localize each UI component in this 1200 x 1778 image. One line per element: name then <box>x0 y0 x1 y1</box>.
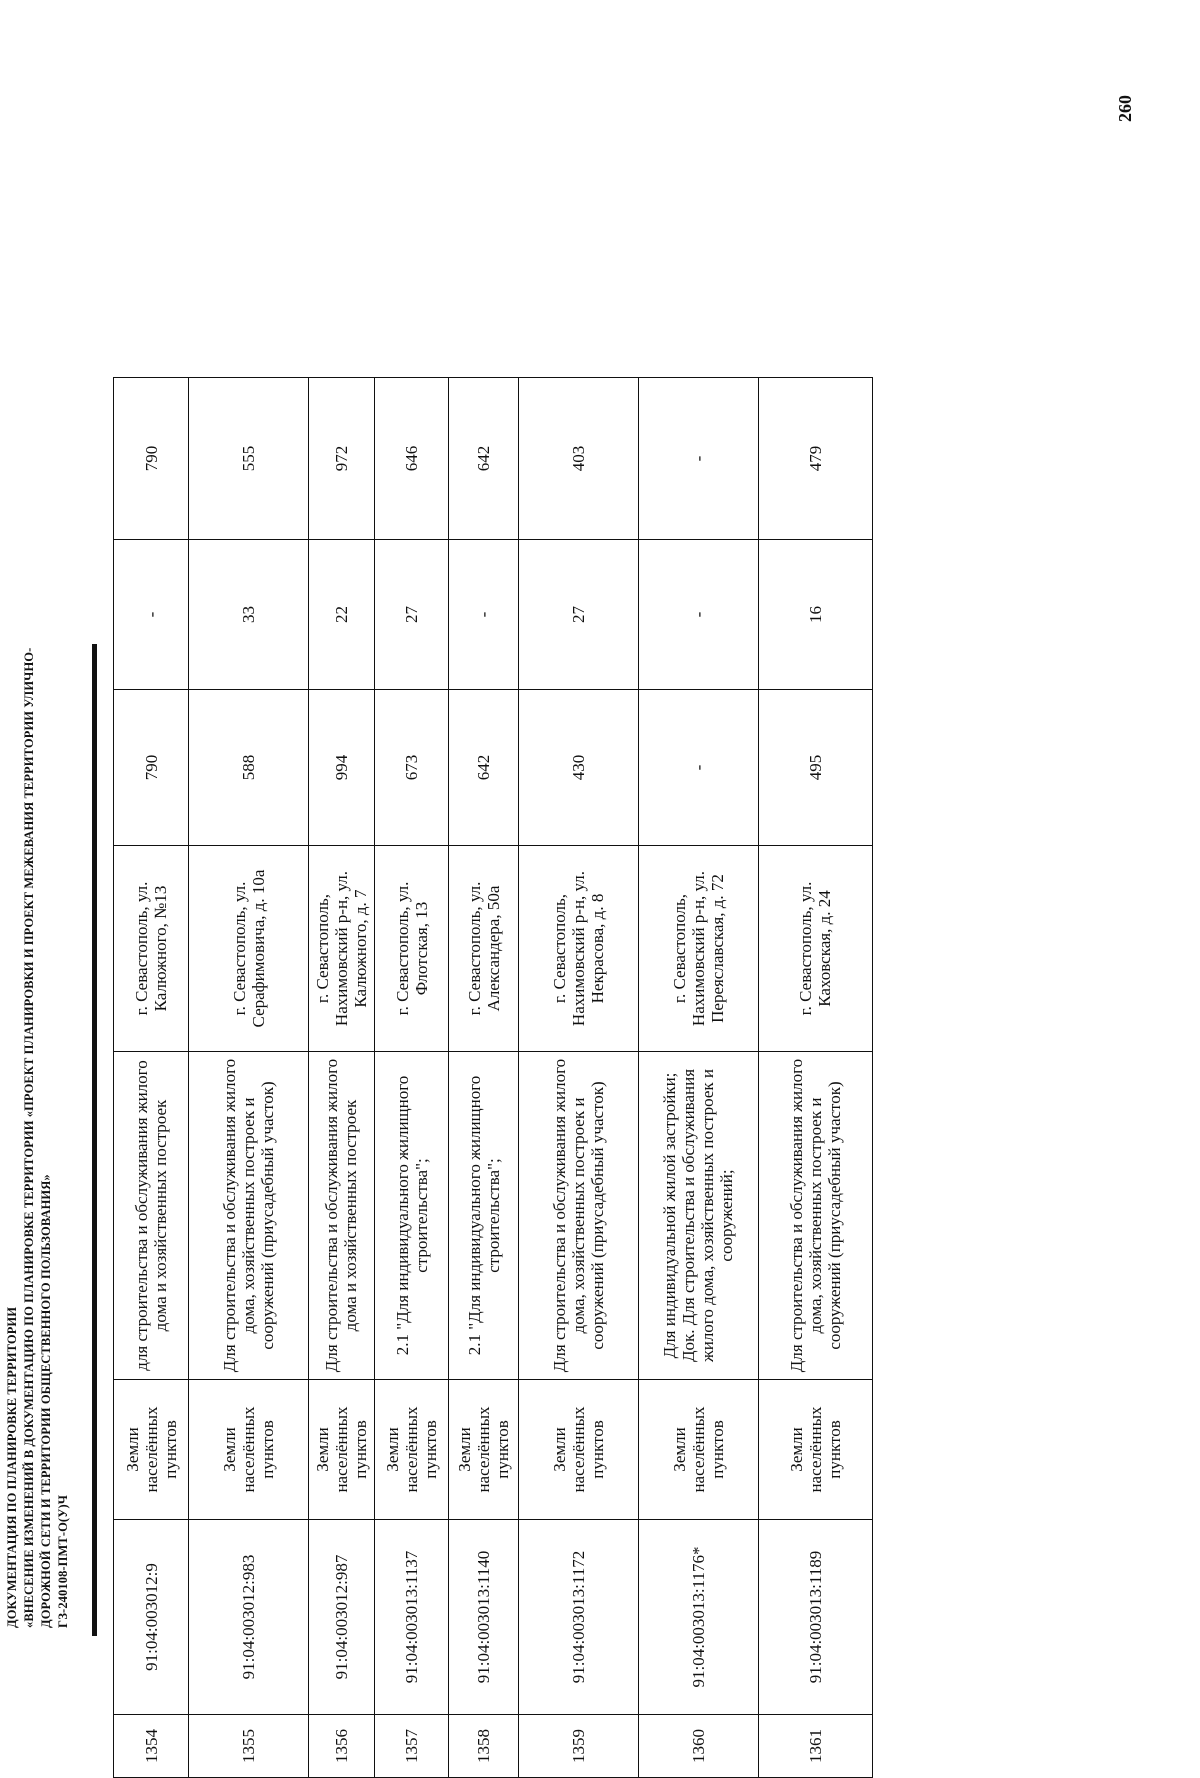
table-row <box>638 378 758 1778</box>
land-category-cell: Земли населённых пунктов <box>114 1380 189 1520</box>
area-total-cell: 642 <box>449 690 519 846</box>
cadastral-number-cell: 91:04:003013:1140 <box>449 1520 519 1715</box>
area-removed-cell: 22 <box>308 540 374 690</box>
table-row <box>449 378 519 1778</box>
land-category-cell: Земли населённых пунктов <box>638 1380 758 1520</box>
document-header <box>4 68 124 1628</box>
area-total-cell: 790 <box>114 690 189 846</box>
area-removed-cell: - <box>638 540 758 690</box>
address-cell: г. Севастополь, ул. Александера, 50а <box>449 846 519 1052</box>
area-removed-cell: 27 <box>374 540 448 690</box>
permitted-use-cell: Для строительства и обслуживания жилого дома и хозяйственных построек <box>308 1052 374 1380</box>
cadastral-number-cell: 91:04:003013:1189 <box>758 1520 872 1715</box>
area-total-cell: 495 <box>758 690 872 846</box>
area-total-cell: - <box>638 690 758 846</box>
cadastral-number-cell: 91:04:003012:987 <box>308 1520 374 1715</box>
area-removed-cell: 33 <box>189 540 309 690</box>
area-total-cell: 673 <box>374 690 448 846</box>
page-number: 260 <box>1115 95 1135 122</box>
land-category-cell: Земли населённых пунктов <box>374 1380 448 1520</box>
row-number-cell: 1358 <box>449 1715 519 1778</box>
row-number-cell: 1360 <box>638 1715 758 1778</box>
cadastral-number-cell: 91:04:003012:983 <box>189 1520 309 1715</box>
table-row <box>519 378 639 1778</box>
area-remaining-cell: 479 <box>758 378 872 540</box>
table-row <box>758 378 872 1778</box>
area-total-cell: 994 <box>308 690 374 846</box>
land-category-cell: Земли населённых пунктов <box>308 1380 374 1520</box>
header-line-1: ДОКУМЕНТАЦИЯ ПО ПЛАНИРОВКЕ ТЕРРИТОРИИ <box>5 1306 19 1628</box>
cadastral-number-cell: 91:04:003012:9 <box>114 1520 189 1715</box>
row-number-cell: 1357 <box>374 1715 448 1778</box>
area-remaining-cell: 646 <box>374 378 448 540</box>
land-category-cell: Земли населённых пунктов <box>519 1380 639 1520</box>
row-number-cell: 1356 <box>308 1715 374 1778</box>
area-removed-cell: 27 <box>519 540 639 690</box>
table-row <box>189 378 309 1778</box>
table-row <box>308 378 374 1778</box>
header-line-2: «ВНЕСЕНИЕ ИЗМЕНЕНИЙ В ДОКУМЕНТАЦИЮ ПО ПЛАНИРОВКЕ ТЕРРИТОРИИ «ПРОЕКТ ПЛАНИРОВКИ И ПРОЕКТ МЕЖЕВАНИЯ ТЕРРИТОРИИ УЛИЧНО- <box>22 647 36 1628</box>
permitted-use-cell: Для строительства и обслуживания жилого дома, хозяйственных построек и сооружений (приусадебный участок) <box>519 1052 639 1380</box>
land-category-cell: Земли населённых пунктов <box>449 1380 519 1520</box>
permitted-use-cell: 2.1 "Для индивидуального жилищного строительства"; <box>449 1052 519 1380</box>
row-number-cell: 1359 <box>519 1715 639 1778</box>
land-category-cell: Земли населённых пунктов <box>758 1380 872 1520</box>
row-number-cell: 1361 <box>758 1715 872 1778</box>
header-line-4: ГЗ-240108-ПМТ-О(У)Ч <box>56 1494 70 1628</box>
land-category-cell: Земли населённых пунктов <box>189 1380 309 1520</box>
header-line-3: ДОРОЖНОЙ СЕТИ И ТЕРРИТОРИИ ОБЩЕСТВЕННОГО ПОЛЬЗОВАНИЯ» <box>39 1174 53 1628</box>
area-removed-cell: - <box>449 540 519 690</box>
permitted-use-cell: Для индивидуальной жилой застройки; Док. Для строительства и обслуживания жилого дома, хозяйственных построек и сооружений; <box>638 1052 758 1380</box>
land-parcels-table <box>113 378 873 1778</box>
permitted-use-cell: для строительства и обслуживания жилого дома и хозяйственных построек <box>114 1052 189 1380</box>
row-number-cell: 1354 <box>114 1715 189 1778</box>
cadastral-number-cell: 91:04:003013:1172 <box>519 1520 639 1715</box>
address-cell: г. Севастополь, ул. Калюжного, №13 <box>114 846 189 1052</box>
cadastral-number-cell: 91:04:003013:1176* <box>638 1520 758 1715</box>
address-cell: г. Севастополь, ул. Серафимовича, д. 10а <box>189 846 309 1052</box>
table-row <box>374 378 448 1778</box>
area-remaining-cell: 555 <box>189 378 309 540</box>
address-cell: г. Севастополь, ул. Флотская, 13 <box>374 846 448 1052</box>
area-remaining-cell: 403 <box>519 378 639 540</box>
address-cell: г. Севастополь, Нахимовский р-н, ул. Некрасова, д. 8 <box>519 846 639 1052</box>
area-removed-cell: - <box>114 540 189 690</box>
permitted-use-cell: Для строительства и обслуживания жилого дома, хозяйственных построек и сооружений (приусадебный участок) <box>758 1052 872 1380</box>
address-cell: г. Севастополь, Нахимовский р-н, ул. Калюжного, д. 7 <box>308 846 374 1052</box>
area-remaining-cell: 790 <box>114 378 189 540</box>
header-underline <box>92 644 97 1636</box>
area-removed-cell: 16 <box>758 540 872 690</box>
area-total-cell: 588 <box>189 690 309 846</box>
permitted-use-cell: 2.1 "Для индивидуального жилищного строительства"; <box>374 1052 448 1380</box>
area-remaining-cell: - <box>638 378 758 540</box>
row-number-cell: 1355 <box>189 1715 309 1778</box>
area-remaining-cell: 972 <box>308 378 374 540</box>
permitted-use-cell: Для строительства и обслуживания жилого дома, хозяйственных построек и сооружений (приусадебный участок) <box>189 1052 309 1380</box>
area-total-cell: 430 <box>519 690 639 846</box>
address-cell: г. Севастополь, Нахимовский р-н, ул. Переяславская, д. 72 <box>638 846 758 1052</box>
area-remaining-cell: 642 <box>449 378 519 540</box>
table-row <box>114 378 189 1778</box>
cadastral-number-cell: 91:04:003013:1137 <box>374 1520 448 1715</box>
address-cell: г. Севастополь, ул. Каховская, д. 24 <box>758 846 872 1052</box>
